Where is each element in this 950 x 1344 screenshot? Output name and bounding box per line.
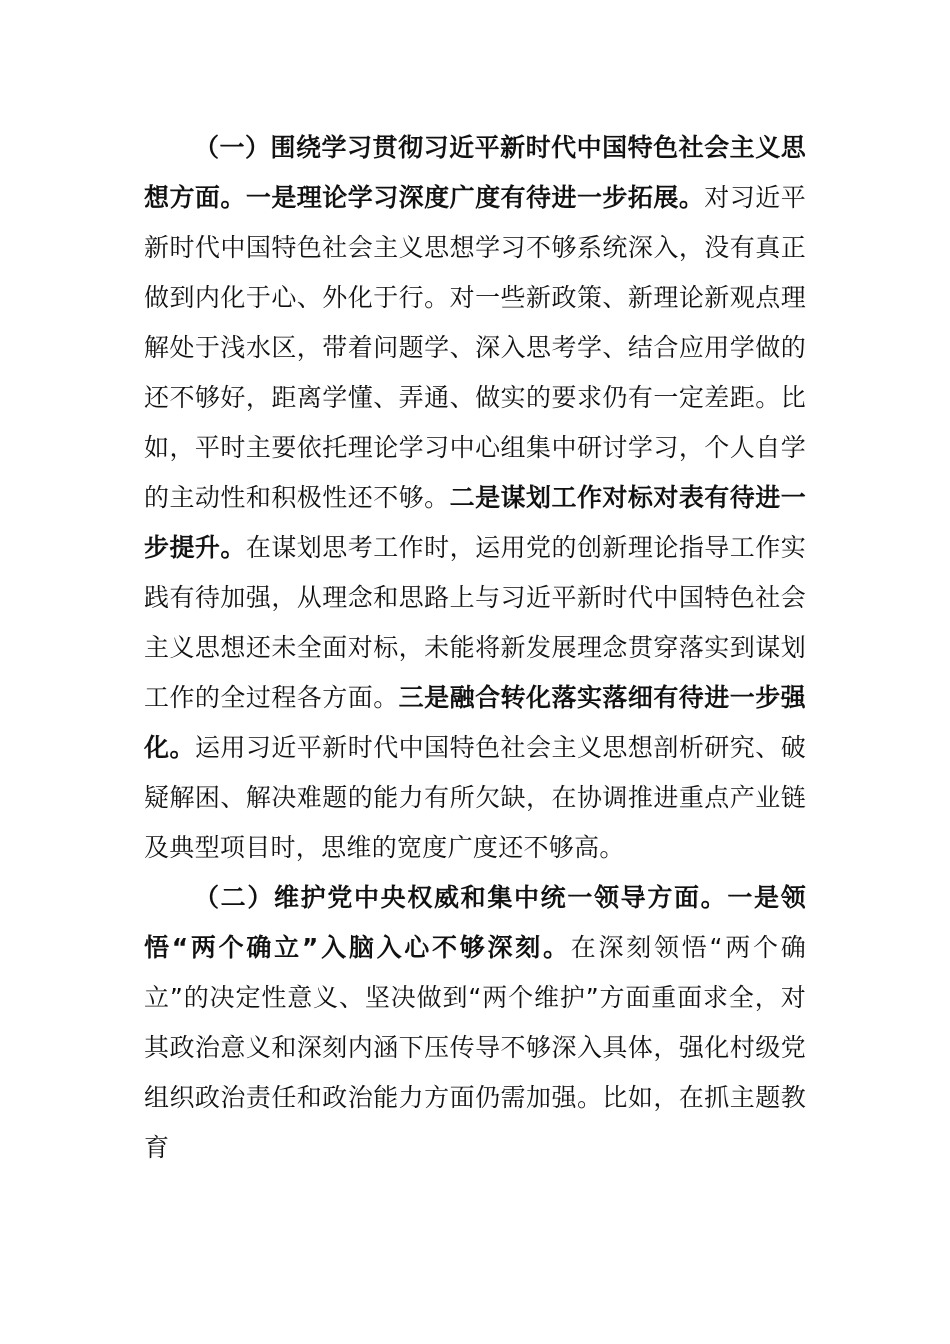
section-1-point-1-body: 对习近平新时代中国特色社会主义思想学习不够系统深入，没有真正做到内化于心、外化于行。对一些新政策、新理论新观点理解处于浅水区，带着问题学、深入思考学、结合应用学做的还不够好，距离学懂、弄通、做实的要求仍有一定差距。比如，平时主要依托理论学习中心组集中研讨学习，个人自学的主动性和积极性还不够。 (144, 183, 806, 512)
section-2-point-1-body: 在深刻领悟“两个确立”的决定性意义、坚决做到“两个维护”方面重面求全，对其政治意义和深刻内涵下压传导不够深入具体，强化村级党组织政治责任和政治能力方面仍需加强。比如，在抓主题教育 (144, 933, 806, 1162)
section-1-point-3-body: 运用习近平新时代中国特色社会主义思想剖析研究、破疑解困、解决难题的能力有所欠缺，在协调推进重点产业链及典型项目时，思维的宽度广度还不够高。 (144, 733, 806, 862)
section-1-point-2-title: 二是谋划工作对标对表有待进一步提升。 (144, 483, 807, 562)
section-2-heading: （二）维护党中央权威和集中统一领导方面。 (194, 883, 728, 912)
section-2-point-1-title: 一是领悟“两个确立”入脑入心不够深刻。 (144, 883, 806, 962)
section-1-point-2-body: 在谋划思考工作时，运用党的创新理论指导工作实践有待加强，从理念和思路上与习近平新时代中国特色社会主义思想还未全面对标，未能将新发展理念贯穿落实到谋划工作的全过程各方面。 (144, 533, 806, 712)
section-1-paragraph (144, 123, 806, 873)
document-page (144, 123, 806, 1173)
section-1-heading: （一）围绕学习贯彻习近平新时代中国特色社会主义思想方面。 (144, 133, 806, 212)
section-1-point-1-title: 一是理论学习深度广度有待进一步拓展。 (245, 183, 705, 212)
section-1-point-3-title: 三是融合转化落实落细有待进一步强化。 (144, 683, 806, 762)
section-2-paragraph (144, 873, 806, 1173)
